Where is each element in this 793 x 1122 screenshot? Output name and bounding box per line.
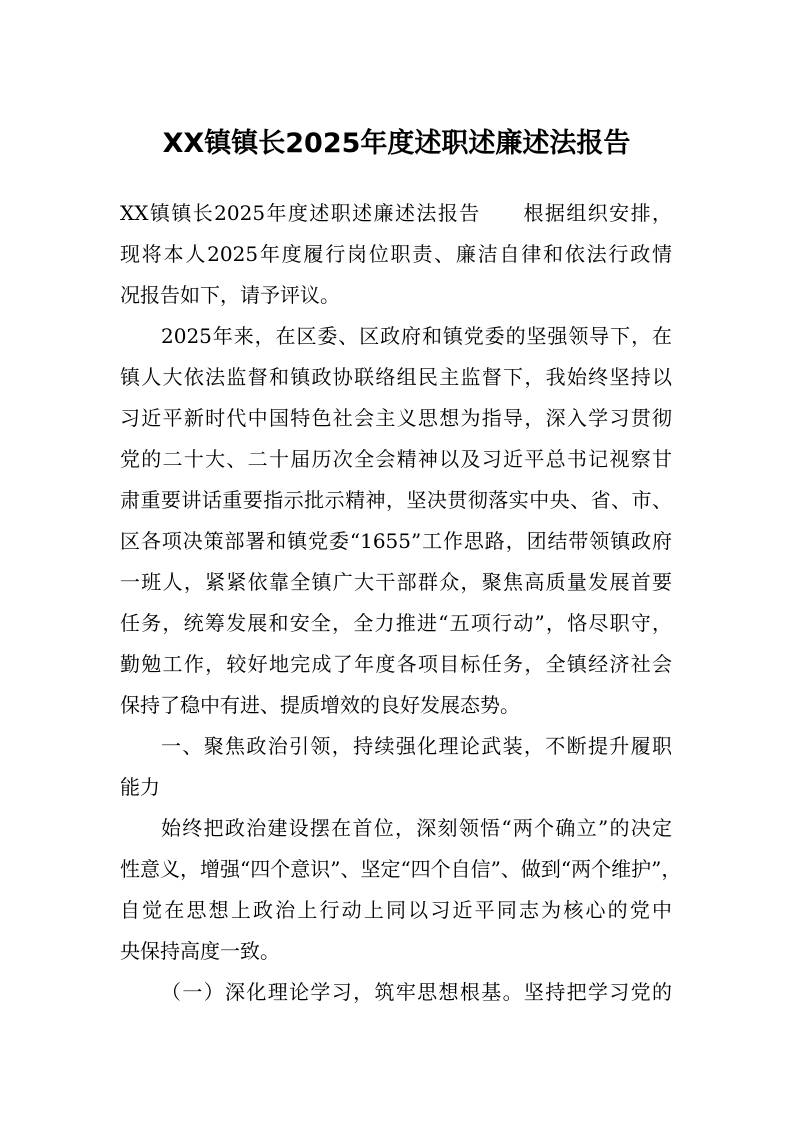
section-heading-line: 一、聚焦政治引领，持续强化理论武装，不断提升履职 [161, 734, 672, 758]
body-line: 央保持高度一致。 [120, 939, 280, 963]
section-heading-line: 能力 [120, 775, 160, 799]
body-line: 性意义，增强“四个意识”、坚定“四个自信”、做到“两个维护”， [120, 857, 682, 881]
body-line: 保持了稳中有进、提质增效的良好发展态势。 [120, 693, 520, 717]
body-line: 任务，统筹发展和安全，全力推进“五项行动”，恪尽职守， [120, 611, 672, 635]
subsection-line: （一）深化理论学习，筑牢思想根基。坚持把学习党的 [161, 980, 672, 1004]
body-line: 自觉在思想上政治上行动上同以习近平同志为核心的党中 [120, 898, 672, 922]
body-line: 况报告如下，请予评议。 [120, 283, 340, 307]
body-line: XX镇镇长2025年度述职述廉述法报告 根据组织安排， [120, 201, 672, 225]
document-title: XX镇镇长2025年度述职述廉述法报告 [162, 128, 631, 159]
body-line: 现将本人2025年度履行岗位职责、廉洁自律和依法行政情 [120, 242, 672, 266]
body-line: 一班人，紧紧依靠全镇广大干部群众，聚焦高质量发展首要 [120, 570, 672, 594]
body-line: 区各项决策部署和镇党委“1655”工作思路，团结带领镇政府 [120, 529, 672, 553]
body-line: 2025年来，在区委、区政府和镇党委的坚强领导下，在 [161, 324, 672, 348]
body-line: 习近平新时代中国特色社会主义思想为指导，深入学习贯彻 [120, 406, 672, 430]
body-line: 始终把政治建设摆在首位，深刻领悟“两个确立”的决定 [161, 816, 672, 840]
body-line: 镇人大依法监督和镇政协联络组民主监督下，我始终坚持以 [120, 365, 672, 389]
body-line: 勤勉工作，较好地完成了年度各项目标任务，全镇经济社会 [120, 652, 672, 676]
body-line: 肃重要讲话重要指示批示精神，坚决贯彻落实中央、省、市、 [120, 488, 672, 512]
body-line: 党的二十大、二十届历次全会精神以及习近平总书记视察甘 [120, 447, 672, 471]
